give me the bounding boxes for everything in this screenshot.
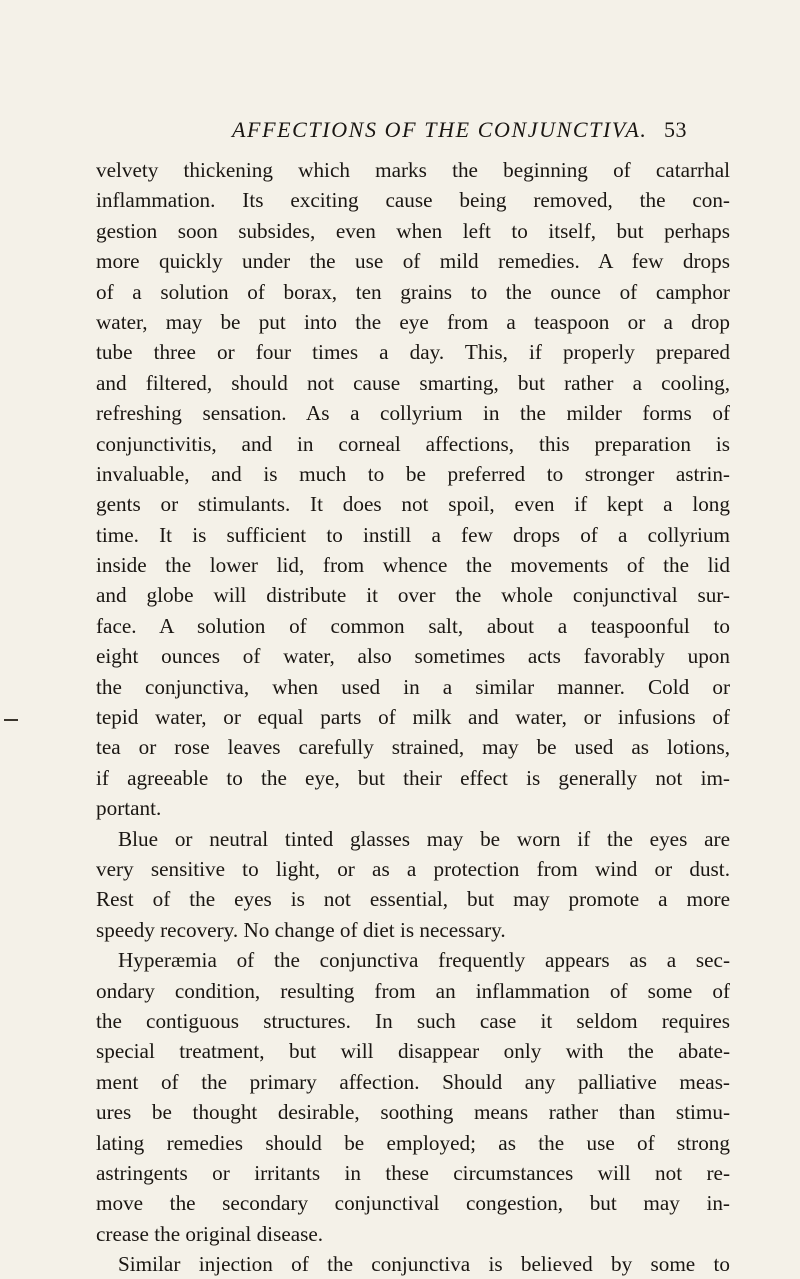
margin-mark xyxy=(4,719,18,721)
text-line: Rest of the eyes is not essential, but may promote a more xyxy=(96,887,730,912)
text-line: and globe will distribute it over the whole conjunctival sur- xyxy=(96,583,730,608)
paragraph-start: Blue or neutral tinted glasses may be worn if the eyes are xyxy=(118,826,730,851)
text-line: move the secondary conjunctival congestion, but may in- xyxy=(96,1191,730,1216)
text-line: portant. xyxy=(96,796,162,821)
page-number: 53 xyxy=(664,117,687,142)
text-line: ures be thought desirable, soothing means rather than stimu- xyxy=(96,1100,730,1125)
text-line: water, may be put into the eye from a teaspoon or a drop xyxy=(96,309,730,334)
text-line: crease the original disease. xyxy=(96,1221,324,1246)
text-line: ment of the primary affection. Should any palliative meas- xyxy=(96,1069,730,1094)
text-line: time. It is sufficient to instill a few drops of a collyrium xyxy=(96,522,730,547)
text-line: tea or rose leaves carefully strained, may be used as lotions, xyxy=(96,735,730,760)
text-line: ondary condition, resulting from an inflammation of some of xyxy=(96,978,730,1003)
body-text xyxy=(96,155,730,1279)
text-line: velvety thickening which marks the beginning of catarrhal xyxy=(96,158,730,182)
text-line: eight ounces of water, also sometimes acts favorably upon xyxy=(96,644,730,669)
text-line: astringents or irritants in these circumstances will not re- xyxy=(96,1160,730,1185)
text-line: very sensitive to light, or as a protection from wind or dust. xyxy=(96,856,730,881)
text-line: inside the lower lid, from whence the movements of the lid xyxy=(96,553,730,578)
text-line: special treatment, but will disappear only with the abate- xyxy=(96,1039,730,1064)
text-line: and filtered, should not cause smarting, but rather a cooling, xyxy=(96,370,730,395)
paragraph-start: Hyperæmia of the conjunctiva frequently appears as a sec- xyxy=(118,948,730,973)
text-line: inflammation. Its exciting cause being removed, the con- xyxy=(96,188,730,213)
text-line: speedy recovery. No change of diet is necessary. xyxy=(96,917,506,942)
text-line: of a solution of borax, ten grains to the ounce of camphor xyxy=(96,279,730,304)
text-line: gestion soon subsides, even when left to itself, but perhaps xyxy=(96,218,730,243)
running-head: AFFECTIONS OF THE CONJUNCTIVA. xyxy=(232,117,648,142)
text-line: the contiguous structures. In such case it seldom requires xyxy=(96,1008,730,1033)
text-line: if agreeable to the eye, but their effect is generally not im- xyxy=(96,765,730,790)
text-line: face. A solution of common salt, about a teaspoonful to xyxy=(96,613,730,638)
text-line: lating remedies should be employed; as the use of strong xyxy=(96,1130,730,1155)
text-line: tepid water, or equal parts of milk and water, or infusions of xyxy=(96,705,730,730)
text-line: gents or stimulants. It does not spoil, even if kept a long xyxy=(96,492,730,517)
paragraph-start: Similar injection of the conjunctiva is believed by some to xyxy=(118,1252,730,1277)
text-line: tube three or four times a day. This, if properly prepared xyxy=(96,340,730,365)
text-line: refreshing sensation. As a collyrium in the milder forms of xyxy=(96,401,730,426)
text-line: conjunctivitis, and in corneal affections, this preparation is xyxy=(96,431,730,456)
text-line: invaluable, and is much to be preferred to stronger astrin- xyxy=(96,461,730,486)
text-line: the conjunctiva, when used in a similar manner. Cold or xyxy=(96,674,730,699)
text-line: more quickly under the use of mild remedies. A few drops xyxy=(96,249,730,274)
